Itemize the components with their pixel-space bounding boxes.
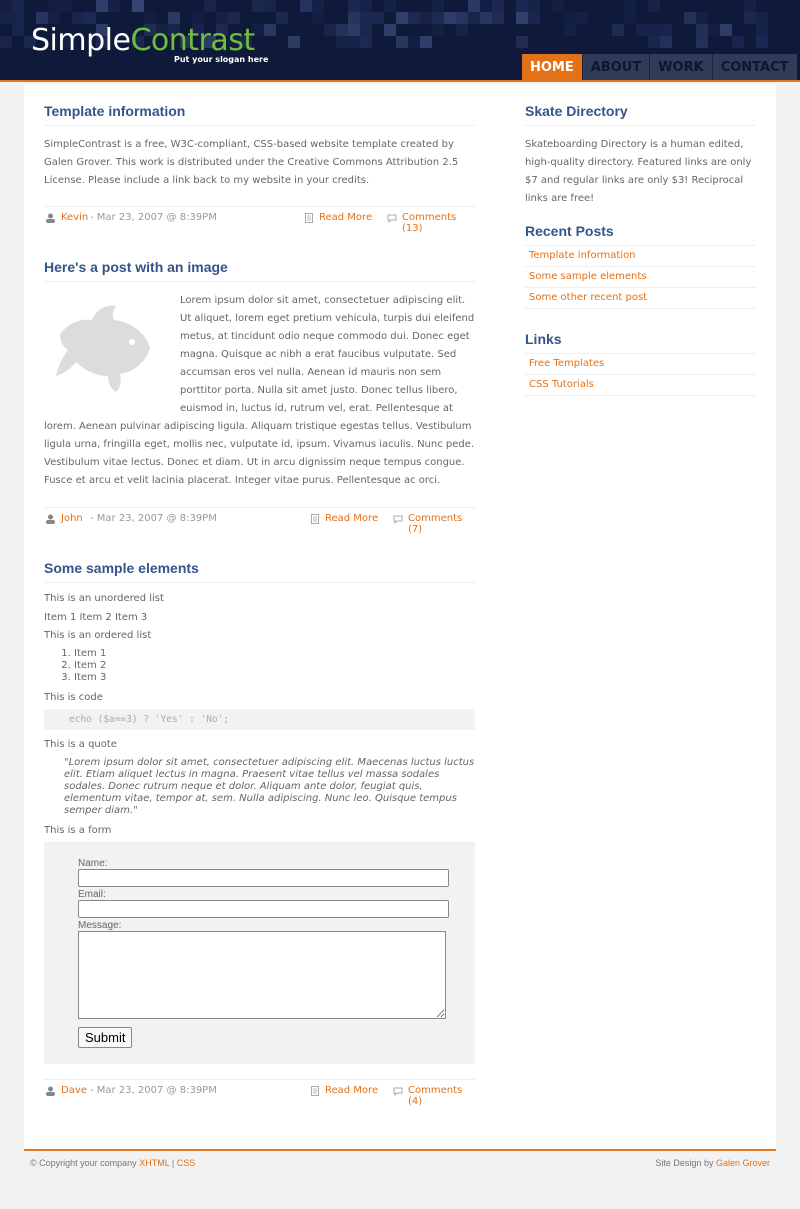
header-pattern-tile bbox=[648, 0, 660, 12]
post-meta bbox=[44, 206, 475, 234]
ul-label: This is an unordered list bbox=[44, 593, 164, 604]
message-label: Message: bbox=[78, 920, 122, 931]
list-item: 2. Item 2 bbox=[74, 660, 475, 672]
header-pattern-tile bbox=[264, 24, 276, 36]
comments-link[interactable]: Comments (4) bbox=[408, 1085, 463, 1107]
post-date: - Mar 23, 2007 @ 8:39PM bbox=[90, 513, 217, 524]
code-block: echo ($a==3) ? 'Yes' : 'No'; bbox=[44, 709, 475, 730]
name-input[interactable] bbox=[78, 869, 449, 887]
header-pattern-tile bbox=[444, 12, 456, 24]
sidebar-title: Recent Posts bbox=[525, 223, 756, 246]
header-pattern-tile bbox=[732, 36, 744, 48]
page-icon bbox=[304, 213, 314, 223]
header-pattern-tile bbox=[408, 12, 420, 24]
header-pattern-tile bbox=[396, 36, 408, 48]
header-pattern-tile bbox=[684, 12, 696, 24]
header-pattern-tile bbox=[336, 24, 348, 36]
email-label: Email: bbox=[78, 889, 106, 900]
header-pattern-tile bbox=[96, 0, 108, 12]
header-pattern-tile bbox=[360, 12, 372, 24]
header-pattern-tile bbox=[384, 24, 396, 36]
free-templates-link[interactable]: Free Templates bbox=[529, 358, 605, 369]
recent-post-link[interactable]: Some sample elements bbox=[529, 271, 647, 282]
header-pattern-tile bbox=[552, 0, 564, 12]
header-pattern-tile bbox=[516, 36, 528, 48]
header-pattern-tile bbox=[480, 12, 492, 24]
list-item bbox=[525, 375, 756, 396]
post-date: - Mar 23, 2007 @ 8:39PM bbox=[90, 1085, 217, 1096]
ol-label: This is an ordered list bbox=[44, 630, 152, 641]
header-pattern-tile bbox=[696, 36, 708, 48]
header-pattern-tile bbox=[516, 12, 528, 24]
comment-icon bbox=[387, 213, 397, 223]
comment-icon bbox=[393, 514, 403, 524]
header-pattern-tile bbox=[48, 0, 60, 12]
sidebar-recent-posts bbox=[525, 223, 756, 309]
ul-items: Item 1 Item 2 Item 3 bbox=[44, 612, 148, 623]
post-template-information bbox=[44, 103, 475, 190]
recent-posts-list bbox=[525, 246, 756, 309]
post-title[interactable]: Some sample elements bbox=[44, 560, 475, 583]
nav-about[interactable]: ABOUT bbox=[582, 54, 649, 81]
header-pattern-tile bbox=[516, 0, 528, 12]
list-item bbox=[525, 267, 756, 288]
header-pattern-tile bbox=[612, 24, 624, 36]
header-pattern-tile bbox=[660, 36, 672, 48]
header-pattern-tile bbox=[336, 36, 348, 48]
page-icon bbox=[310, 514, 320, 524]
post-meta bbox=[44, 1079, 475, 1107]
footer-right bbox=[655, 1158, 770, 1168]
header-pattern-tile bbox=[456, 24, 468, 36]
post-body: SimpleContrast is a free, W3C-compliant, CSS-based website template created by Galen Grover. This work is distributed under the Creative Commons Attribution 2.5 License. Please include a link back to my website in your credits. bbox=[44, 139, 459, 186]
header-pattern-tile bbox=[708, 24, 720, 36]
nav-work[interactable]: WORK bbox=[649, 54, 711, 81]
list-item: 1. Item 1 bbox=[74, 648, 475, 660]
ordered-list bbox=[74, 648, 475, 684]
post-title[interactable]: Here's a post with an image bbox=[44, 259, 475, 282]
header-pattern-tile bbox=[528, 0, 540, 12]
header-pattern-tile bbox=[624, 12, 636, 24]
user-icon bbox=[45, 213, 56, 223]
sidebar-title: Links bbox=[525, 331, 756, 354]
main-nav bbox=[522, 54, 797, 81]
list-item bbox=[525, 354, 756, 375]
css-tutorials-link[interactable]: CSS Tutorials bbox=[529, 379, 594, 390]
user-icon bbox=[45, 514, 56, 524]
read-more-link[interactable]: Read More bbox=[319, 212, 373, 223]
header-pattern-tile bbox=[360, 0, 372, 12]
header-pattern-tile bbox=[432, 24, 444, 36]
comments-link[interactable]: Comments (7) bbox=[408, 513, 463, 535]
read-more-link[interactable]: Read More bbox=[325, 1085, 379, 1096]
header-pattern-tile bbox=[564, 24, 576, 36]
header-pattern-tile bbox=[12, 12, 24, 24]
css-link[interactable]: CSS bbox=[176, 1158, 196, 1168]
header-pattern-tile bbox=[396, 12, 408, 24]
logo-text-simple: Simple bbox=[31, 23, 131, 58]
header-pattern-tile bbox=[636, 24, 648, 36]
post-date: - Mar 23, 2007 @ 8:39PM bbox=[90, 212, 217, 223]
blockquote: "Lorem ipsum dolor sit amet, consectetuer adipiscing elit. Maecenas luctus luctus elit. Etiam aliquet lectus in magna. Praesent vitae tellus vel massa sodales sodales. Donec rutrum neque et dolor. Aliquam ante dolor, feugiat quis, elementum vitae, tempor at, sem. Nulla adipiscing. Nunc leo. Quisque tempus semper diam." bbox=[64, 757, 475, 816]
post-author-link[interactable]: John bbox=[61, 513, 83, 524]
read-more-link[interactable]: Read More bbox=[325, 513, 379, 524]
post-with-image bbox=[44, 259, 475, 490]
header-pattern-tile bbox=[492, 12, 504, 24]
header-pattern-tile bbox=[408, 36, 420, 48]
header-pattern-tile bbox=[468, 12, 480, 24]
header-pattern-tile bbox=[288, 36, 300, 48]
header-pattern-tile bbox=[756, 24, 768, 36]
recent-post-link[interactable]: Template information bbox=[529, 250, 636, 261]
post-author-link[interactable]: Kevin bbox=[61, 212, 89, 223]
header-pattern-tile bbox=[420, 12, 432, 24]
header-pattern-tile bbox=[576, 12, 588, 24]
header-pattern-tile bbox=[108, 0, 120, 12]
xhtml-link[interactable]: XHTML bbox=[139, 1158, 170, 1168]
copyright-text: © Copyright your company bbox=[30, 1158, 137, 1168]
header-pattern-tile bbox=[0, 12, 12, 24]
form-label: This is a form bbox=[44, 825, 112, 836]
header-pattern-tile bbox=[564, 12, 576, 24]
header-pattern-tile bbox=[528, 12, 540, 24]
links-list bbox=[525, 354, 756, 396]
header-pattern-tile bbox=[756, 36, 768, 48]
header-pattern-tile bbox=[276, 12, 288, 24]
header-pattern-tile bbox=[492, 0, 504, 12]
header-pattern-tile bbox=[720, 24, 732, 36]
post-image bbox=[50, 296, 168, 406]
footer-left bbox=[30, 1158, 195, 1168]
quote-label: This is a quote bbox=[44, 739, 117, 750]
header-pattern-tile bbox=[132, 0, 144, 12]
header-pattern-tile bbox=[648, 36, 660, 48]
header-pattern-tile bbox=[0, 36, 12, 48]
header-pattern-tile bbox=[744, 0, 756, 12]
post-author-link[interactable]: Dave bbox=[61, 1085, 87, 1096]
header-pattern-tile bbox=[756, 12, 768, 24]
list-item: 3. Item 3 bbox=[74, 672, 475, 684]
footer-separator: | bbox=[171, 1158, 175, 1168]
nav-home[interactable]: HOME bbox=[522, 54, 582, 81]
sidebar-skate-directory bbox=[525, 103, 756, 208]
header-pattern-tile bbox=[0, 0, 12, 12]
header-pattern-tile bbox=[360, 36, 372, 48]
header-pattern-tile bbox=[60, 0, 72, 12]
designer-link[interactable]: Galen Grover bbox=[715, 1158, 770, 1168]
header-pattern-tile bbox=[264, 0, 276, 12]
header-pattern-tile bbox=[648, 24, 660, 36]
header-pattern-tile bbox=[432, 12, 444, 24]
header-pattern-tile bbox=[420, 36, 432, 48]
sidebar-text: Skateboarding Directory is a human edited, high-quality directory. Featured links are only $7 and regular links are only $3! Reciprocal links are free! bbox=[525, 139, 752, 204]
header-pattern-tile bbox=[696, 12, 708, 24]
site-header bbox=[0, 0, 800, 82]
header-pattern-tile bbox=[348, 12, 360, 24]
header-pattern-tile bbox=[312, 0, 324, 12]
header-pattern-tile bbox=[660, 24, 672, 36]
comments-link[interactable]: Comments (13) bbox=[402, 212, 457, 234]
logo-text-contrast: Contrast bbox=[130, 23, 255, 58]
page-icon bbox=[310, 1086, 320, 1096]
contact-form bbox=[44, 842, 475, 1064]
header-pattern-tile bbox=[456, 12, 468, 24]
submit-button[interactable]: Submit bbox=[78, 1027, 132, 1048]
header-pattern-tile bbox=[744, 12, 756, 24]
header-pattern-tile bbox=[204, 0, 216, 12]
code-label: This is code bbox=[44, 692, 103, 703]
message-textarea[interactable] bbox=[78, 931, 446, 1019]
post-title[interactable]: Template information bbox=[44, 103, 475, 126]
email-input[interactable] bbox=[78, 900, 449, 918]
header-pattern-tile bbox=[384, 0, 396, 12]
design-credit: Site Design by bbox=[655, 1158, 714, 1168]
sidebar-title: Skate Directory bbox=[525, 103, 756, 126]
header-pattern-tile bbox=[372, 12, 384, 24]
nav-contact[interactable]: CONTACT bbox=[712, 54, 797, 81]
header-pattern-tile bbox=[624, 0, 636, 12]
post-meta bbox=[44, 507, 475, 535]
header-pattern-tile bbox=[252, 0, 264, 12]
user-icon bbox=[45, 1086, 56, 1096]
header-pattern-tile bbox=[432, 0, 444, 12]
list-item bbox=[525, 246, 756, 267]
sidebar-links bbox=[525, 331, 756, 396]
post-sample-elements bbox=[44, 560, 475, 1064]
header-pattern-tile bbox=[348, 24, 360, 36]
header-pattern-tile bbox=[324, 24, 336, 36]
site-slogan: Put your slogan here bbox=[174, 55, 269, 64]
header-pattern-tile bbox=[360, 24, 372, 36]
header-pattern-tile bbox=[12, 24, 24, 36]
name-label: Name: bbox=[78, 858, 108, 869]
header-pattern-tile bbox=[480, 0, 492, 12]
recent-post-link[interactable]: Some other recent post bbox=[529, 292, 648, 303]
comment-icon bbox=[393, 1086, 403, 1096]
list-item bbox=[525, 288, 756, 309]
fish-icon bbox=[50, 296, 160, 396]
header-pattern-tile bbox=[348, 0, 360, 12]
header-pattern-tile bbox=[348, 36, 360, 48]
header-pattern-tile bbox=[696, 24, 708, 36]
post-body: Lorem ipsum dolor sit amet, consectetuer adipiscing elit. Ut aliquet, lorem eget pretium vehicula, turpis dui eleifend metus, at tincidunt odio neque commodo dui. Donec eget magna. Quisque ac nibh a erat faucibus vulputate. Sed accumsan eros vel nulla. Aenean id mauris non sem porttitor porta. Nulla sit amet justo. Donec tellus libero, euismod in, luctus id, rutrum vel, erat. Pellentesque at lorem. Aenean pulvinar adipiscing ligula. Aliquam tristique egestas tellus. Vestibulum ligula urna, fringilla eget, mollis nec, vulputate id, ipsum. Vivamus iaculis. Nunc pede. Vestibulum vitae lectus. Donec et diam. Ut in arcu dignissim neque tempus congue. Fusce et arcu et velit lacinia placerat. Integer vitae purus. Pellentesque ac orci. bbox=[44, 295, 475, 486]
site-footer bbox=[24, 1151, 776, 1175]
header-pattern-tile bbox=[312, 12, 324, 24]
header-pattern-tile bbox=[12, 0, 24, 12]
header-pattern-tile bbox=[468, 0, 480, 12]
header-pattern-tile bbox=[300, 0, 312, 12]
